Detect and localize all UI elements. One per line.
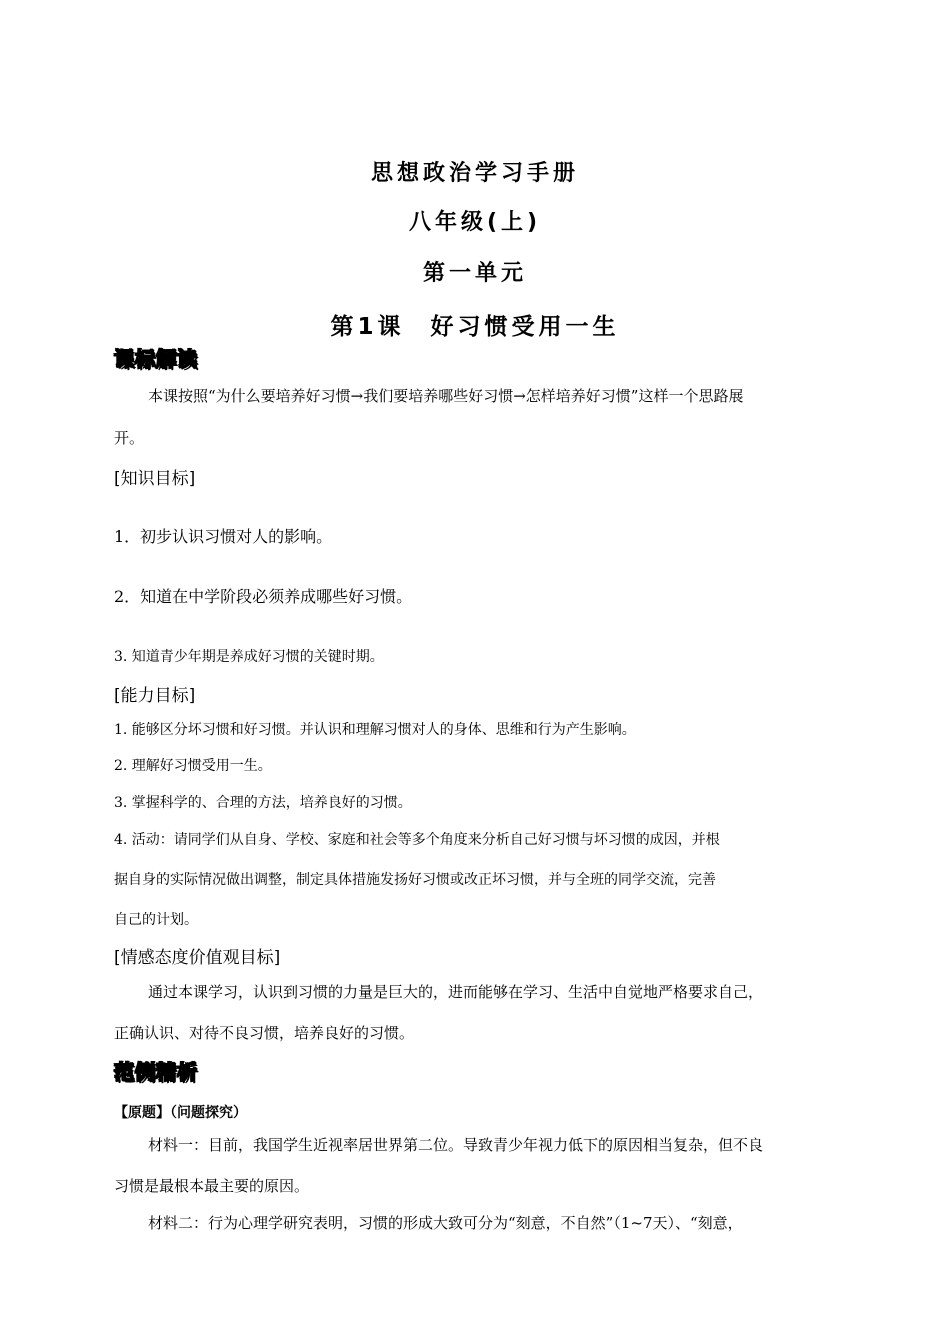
ability-goal-heading: [能力目标] xyxy=(114,686,196,706)
lesson-title xyxy=(0,308,950,341)
lesson-name: 好习惯受用一生 xyxy=(430,314,620,340)
lesson-number: 第1课 xyxy=(330,314,405,340)
original-question-label: 【原题】（问题探究） xyxy=(114,1105,247,1121)
emotion-goal-heading: [情感态度价值观目标] xyxy=(114,948,281,968)
section-banner-curriculum: 课标解读 xyxy=(114,347,198,371)
knowledge-item-1: 1．初步认识习惯对人的影响。 xyxy=(114,527,333,546)
emotion-line-1: 通过本课学习，认识到习惯的力量是巨大的，进而能够在学习、生活中自觉地严格要求自己， xyxy=(148,983,764,1001)
ability-item-4-line-3: 自己的计划。 xyxy=(114,912,198,928)
ability-item-2: 2. 理解好习惯受用一生。 xyxy=(114,758,272,774)
ability-item-3: 3. 掌握科学的、合理的方法，培养良好的习惯。 xyxy=(114,795,412,811)
ability-item-1: 1. 能够区分坏习惯和好习惯。并认识和理解习惯对人的身体、思维和行为产生影响。 xyxy=(114,722,636,738)
book-title: 思想政治学习手册 xyxy=(370,161,579,186)
section-banner-examples: 范例精析 xyxy=(114,1060,198,1084)
ability-item-4-line-2: 据自身的实际情况做出调整，制定具体措施发扬好习惯或改正坏习惯，并与全班的同学交流，完善 xyxy=(114,872,716,888)
knowledge-goal-heading: [知识目标] xyxy=(114,469,196,489)
unit-title: 第一单元 xyxy=(422,261,527,286)
material-1-line-2: 习惯是最根本最主要的原因。 xyxy=(114,1177,310,1195)
material-1-line-1: 材料一：目前，我国学生近视率居世界第二位。导致青少年视力低下的原因相当复杂，但不良 xyxy=(148,1136,764,1154)
knowledge-item-2: 2．知道在中学阶段必须养成哪些好习惯。 xyxy=(114,587,413,606)
material-2-line-1: 材料二：行为心理学研究表明，习惯的形成大致可分为“刻意，不自然”（1~7天）、“刻意， xyxy=(148,1214,743,1232)
grade-title: 八年级(上) xyxy=(408,210,542,235)
emotion-line-2: 正确认识、对待不良习惯，培养良好的习惯。 xyxy=(114,1024,415,1042)
knowledge-item-3: 3. 知道青少年期是养成好习惯的关键时期。 xyxy=(114,649,384,665)
intro-line-2: 开。 xyxy=(114,429,145,447)
intro-line-1: 本课按照“为什么要培养好习惯→我们要培养哪些好习惯→怎样培养好习惯”这样一个思路展 xyxy=(148,387,744,405)
ability-item-4-line-1: 4. 活动：请同学们从自身、学校、家庭和社会等多个角度来分析自己好习惯与坏习惯的成因，并根 xyxy=(114,832,720,848)
